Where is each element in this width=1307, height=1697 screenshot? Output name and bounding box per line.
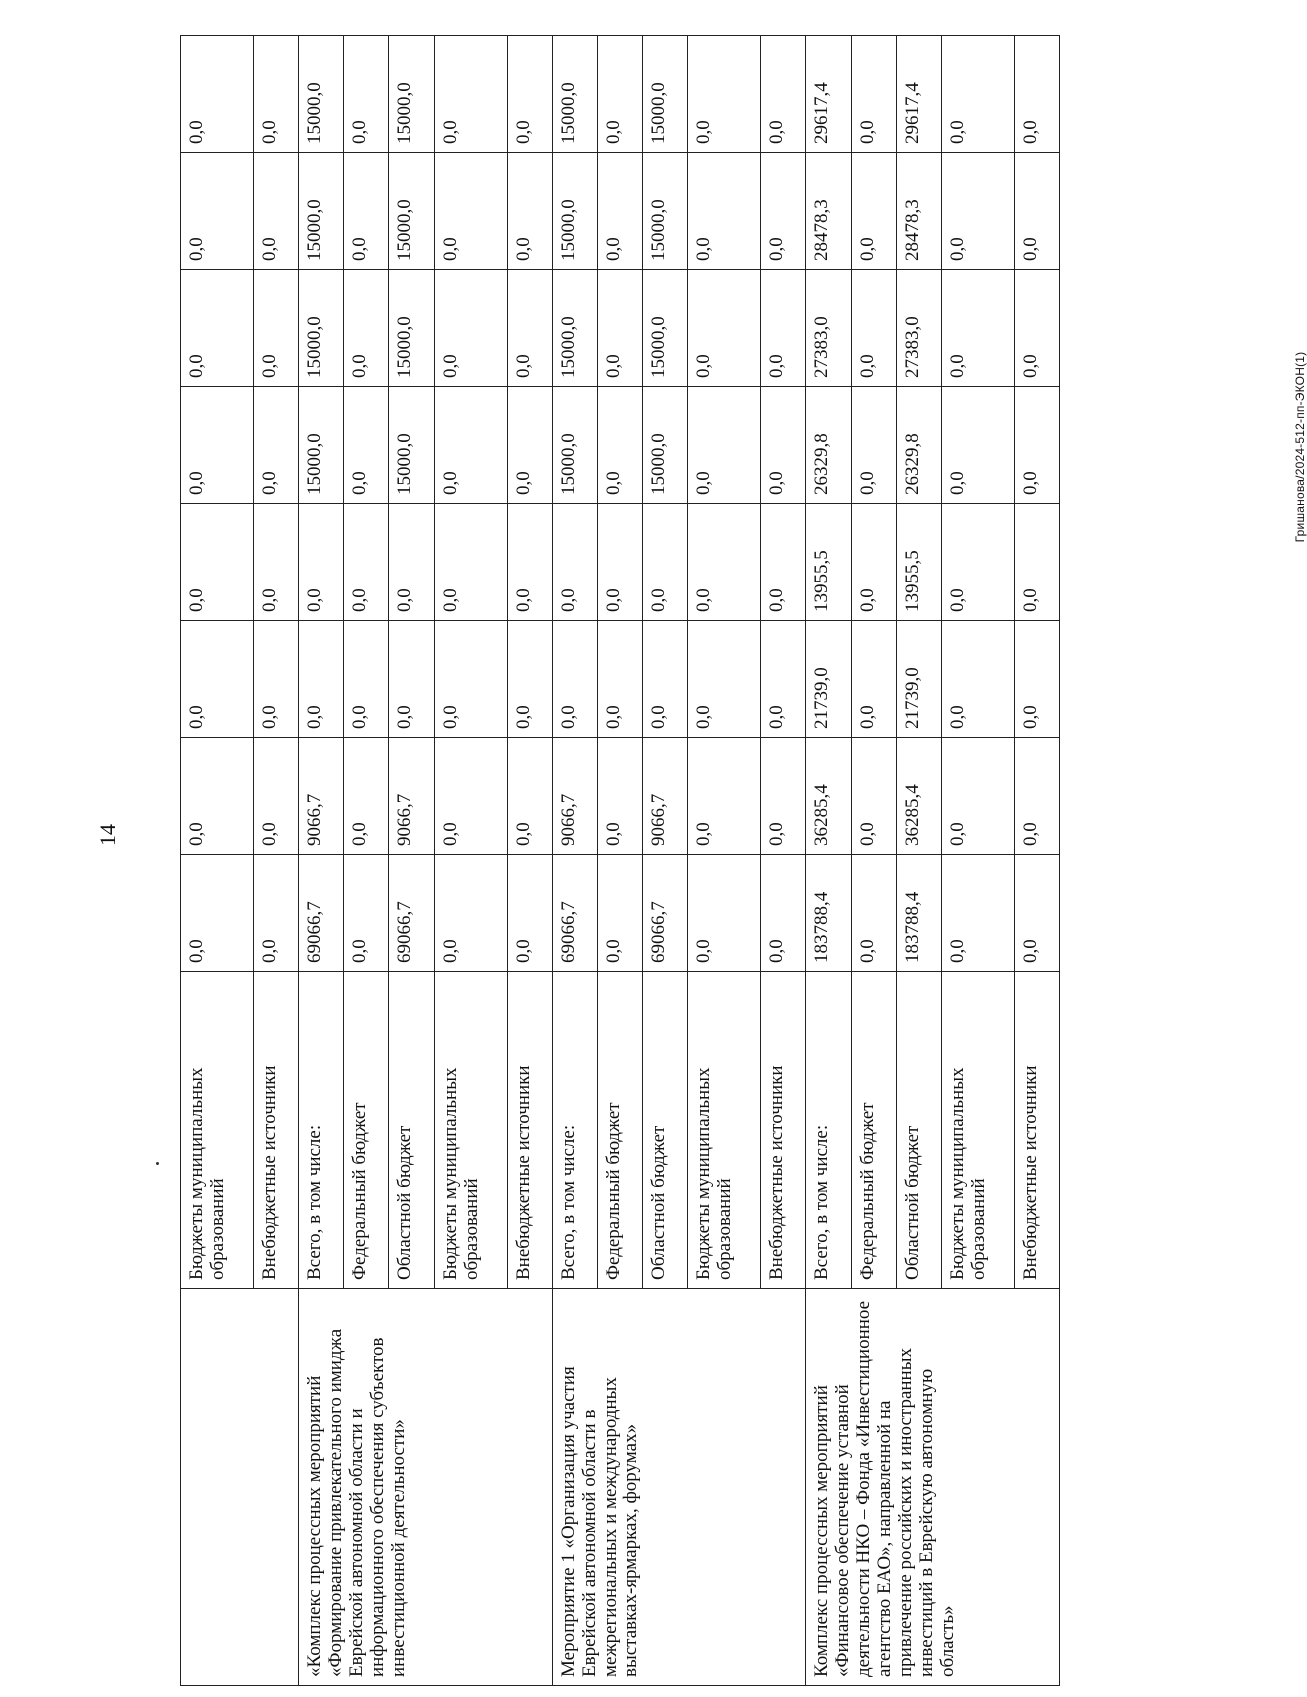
amount-cell: 0,0 bbox=[389, 621, 434, 738]
amount-cell: 0,0 bbox=[507, 36, 552, 153]
amount-cell: 9066,7 bbox=[389, 738, 434, 855]
amount-cell: 0,0 bbox=[344, 153, 389, 270]
funding-source: Внебюджетные источники bbox=[253, 972, 298, 1289]
amount-cell: 0,0 bbox=[851, 153, 896, 270]
amount-cell: 28478,3 bbox=[806, 153, 851, 270]
table-row bbox=[806, 36, 851, 1686]
amount-cell: 0,0 bbox=[507, 387, 552, 504]
activity-description: Комплекс процессных мероприятий «Финансовое обеспечение уставной деятельности НКО – Фонда «Инвестиционное агентство ЕАО», направленной на привлечение российских и иностранных инвестиций в Еврейскую автономную область» bbox=[806, 1289, 1060, 1686]
amount-cell: 0,0 bbox=[688, 153, 761, 270]
amount-cell: 183788,4 bbox=[896, 855, 941, 972]
amount-cell: 0,0 bbox=[1014, 738, 1059, 855]
amount-cell: 0,0 bbox=[434, 738, 507, 855]
amount-cell: 69066,7 bbox=[643, 855, 688, 972]
amount-cell: 0,0 bbox=[344, 621, 389, 738]
amount-cell: 21739,0 bbox=[896, 621, 941, 738]
amount-cell: 0,0 bbox=[253, 504, 298, 621]
amount-cell: 0,0 bbox=[851, 504, 896, 621]
amount-cell: 0,0 bbox=[434, 153, 507, 270]
amount-cell: 0,0 bbox=[299, 504, 344, 621]
amount-cell: 0,0 bbox=[941, 36, 1014, 153]
activity-description bbox=[181, 1289, 299, 1686]
amount-cell: 0,0 bbox=[344, 738, 389, 855]
amount-cell: 0,0 bbox=[181, 153, 254, 270]
amount-cell: 0,0 bbox=[507, 738, 552, 855]
amount-cell: 0,0 bbox=[253, 387, 298, 504]
amount-cell: 0,0 bbox=[1014, 270, 1059, 387]
amount-cell: 0,0 bbox=[434, 387, 507, 504]
amount-cell: 15000,0 bbox=[389, 270, 434, 387]
amount-cell: 0,0 bbox=[1014, 855, 1059, 972]
amount-cell: 0,0 bbox=[181, 855, 254, 972]
amount-cell: 15000,0 bbox=[552, 36, 597, 153]
amount-cell: 0,0 bbox=[344, 270, 389, 387]
amount-cell: 0,0 bbox=[597, 153, 642, 270]
amount-cell: 0,0 bbox=[434, 270, 507, 387]
amount-cell: 0,0 bbox=[1014, 153, 1059, 270]
amount-cell: 0,0 bbox=[253, 153, 298, 270]
amount-cell: 28478,3 bbox=[896, 153, 941, 270]
amount-cell: 0,0 bbox=[761, 387, 806, 504]
amount-cell: 27383,0 bbox=[896, 270, 941, 387]
amount-cell: 183788,4 bbox=[806, 855, 851, 972]
amount-cell: 0,0 bbox=[1014, 504, 1059, 621]
amount-cell: 0,0 bbox=[253, 36, 298, 153]
amount-cell: 0,0 bbox=[761, 270, 806, 387]
amount-cell: 0,0 bbox=[181, 504, 254, 621]
amount-cell: 29617,4 bbox=[896, 36, 941, 153]
amount-cell: 29617,4 bbox=[806, 36, 851, 153]
amount-cell: 9066,7 bbox=[643, 738, 688, 855]
amount-cell: 0,0 bbox=[688, 738, 761, 855]
amount-cell: 0,0 bbox=[253, 738, 298, 855]
activity-description: Мероприятие 1 «Организация участия Еврейской автономной области в межрегиональных и международных выставках-ярмарках, форумах» bbox=[552, 1289, 806, 1686]
funding-source: Федеральный бюджет bbox=[597, 972, 642, 1289]
amount-cell: 0,0 bbox=[851, 36, 896, 153]
amount-cell: 0,0 bbox=[688, 387, 761, 504]
amount-cell: 0,0 bbox=[597, 738, 642, 855]
amount-cell: 0,0 bbox=[761, 36, 806, 153]
activity-description: «Комплекс процессных мероприятий «Формирование привлекательного имиджа Еврейской автономной области и информационного обеспечения субъектов инвестиционной деятельности» bbox=[299, 1289, 553, 1686]
amount-cell: 0,0 bbox=[688, 36, 761, 153]
amount-cell: 36285,4 bbox=[806, 738, 851, 855]
amount-cell: 0,0 bbox=[1014, 387, 1059, 504]
amount-cell: 0,0 bbox=[181, 387, 254, 504]
amount-cell: 15000,0 bbox=[299, 36, 344, 153]
funding-source: Федеральный бюджет bbox=[344, 972, 389, 1289]
amount-cell: 13955,5 bbox=[806, 504, 851, 621]
amount-cell: 0,0 bbox=[688, 621, 761, 738]
amount-cell: 0,0 bbox=[761, 621, 806, 738]
funding-source: Бюджеты муниципальных образований bbox=[941, 972, 1014, 1289]
amount-cell: 15000,0 bbox=[552, 387, 597, 504]
amount-cell: 15000,0 bbox=[389, 153, 434, 270]
amount-cell: 0,0 bbox=[941, 738, 1014, 855]
amount-cell: 21739,0 bbox=[806, 621, 851, 738]
amount-cell: 0,0 bbox=[941, 270, 1014, 387]
amount-cell: 0,0 bbox=[761, 738, 806, 855]
amount-cell: 13955,5 bbox=[896, 504, 941, 621]
funding-source: Всего, в том числе: bbox=[299, 972, 344, 1289]
amount-cell: 0,0 bbox=[344, 855, 389, 972]
amount-cell: 0,0 bbox=[851, 738, 896, 855]
amount-cell: 0,0 bbox=[851, 387, 896, 504]
amount-cell: 0,0 bbox=[597, 270, 642, 387]
amount-cell: 0,0 bbox=[434, 855, 507, 972]
amount-cell: 0,0 bbox=[761, 855, 806, 972]
amount-cell: 15000,0 bbox=[552, 153, 597, 270]
amount-cell: 0,0 bbox=[434, 36, 507, 153]
amount-cell: 0,0 bbox=[552, 504, 597, 621]
amount-cell: 0,0 bbox=[434, 621, 507, 738]
amount-cell: 0,0 bbox=[941, 621, 1014, 738]
amount-cell: 15000,0 bbox=[389, 387, 434, 504]
amount-cell: 0,0 bbox=[851, 855, 896, 972]
document-code: Гришанова/2024-512-пп-ЭКОН(1) bbox=[1293, 351, 1307, 543]
amount-cell: 0,0 bbox=[253, 270, 298, 387]
funding-source: Внебюджетные источники bbox=[761, 972, 806, 1289]
amount-cell: 0,0 bbox=[597, 36, 642, 153]
amount-cell: 0,0 bbox=[1014, 621, 1059, 738]
funding-source: Всего, в том числе: bbox=[552, 972, 597, 1289]
amount-cell: 36285,4 bbox=[896, 738, 941, 855]
amount-cell: 15000,0 bbox=[643, 153, 688, 270]
funding-source: Всего, в том числе: bbox=[806, 972, 851, 1289]
amount-cell: 15000,0 bbox=[299, 387, 344, 504]
amount-cell: 0,0 bbox=[507, 504, 552, 621]
amount-cell: 0,0 bbox=[434, 504, 507, 621]
amount-cell: 0,0 bbox=[688, 504, 761, 621]
amount-cell: 0,0 bbox=[181, 738, 254, 855]
stray-dot bbox=[156, 1162, 159, 1165]
amount-cell: 0,0 bbox=[643, 621, 688, 738]
amount-cell: 0,0 bbox=[688, 855, 761, 972]
table-row bbox=[181, 36, 254, 1686]
budget-table bbox=[180, 35, 1060, 1686]
amount-cell: 27383,0 bbox=[806, 270, 851, 387]
amount-cell: 0,0 bbox=[181, 36, 254, 153]
amount-cell: 0,0 bbox=[643, 504, 688, 621]
amount-cell: 0,0 bbox=[851, 270, 896, 387]
amount-cell: 0,0 bbox=[507, 855, 552, 972]
amount-cell: 0,0 bbox=[597, 504, 642, 621]
amount-cell: 0,0 bbox=[344, 504, 389, 621]
amount-cell: 0,0 bbox=[181, 621, 254, 738]
amount-cell: 0,0 bbox=[851, 621, 896, 738]
amount-cell: 0,0 bbox=[507, 621, 552, 738]
amount-cell: 0,0 bbox=[299, 621, 344, 738]
amount-cell: 15000,0 bbox=[643, 36, 688, 153]
amount-cell: 15000,0 bbox=[299, 270, 344, 387]
amount-cell: 69066,7 bbox=[389, 855, 434, 972]
amount-cell: 69066,7 bbox=[299, 855, 344, 972]
amount-cell: 0,0 bbox=[597, 855, 642, 972]
table-row bbox=[552, 36, 597, 1686]
page-number: 14 bbox=[95, 824, 120, 846]
amount-cell: 69066,7 bbox=[552, 855, 597, 972]
funding-source: Федеральный бюджет bbox=[851, 972, 896, 1289]
amount-cell: 15000,0 bbox=[643, 387, 688, 504]
amount-cell: 0,0 bbox=[941, 153, 1014, 270]
amount-cell: 15000,0 bbox=[299, 153, 344, 270]
amount-cell: 0,0 bbox=[941, 855, 1014, 972]
amount-cell: 0,0 bbox=[597, 621, 642, 738]
amount-cell: 0,0 bbox=[761, 153, 806, 270]
table-row bbox=[299, 36, 344, 1686]
amount-cell: 0,0 bbox=[941, 504, 1014, 621]
amount-cell: 26329,8 bbox=[806, 387, 851, 504]
amount-cell: 0,0 bbox=[344, 36, 389, 153]
amount-cell: 0,0 bbox=[389, 504, 434, 621]
amount-cell: 0,0 bbox=[181, 270, 254, 387]
amount-cell: 0,0 bbox=[1014, 36, 1059, 153]
funding-source: Бюджеты муниципальных образований bbox=[181, 972, 254, 1289]
amount-cell: 0,0 bbox=[507, 153, 552, 270]
amount-cell: 0,0 bbox=[552, 621, 597, 738]
funding-source: Бюджеты муниципальных образований bbox=[434, 972, 507, 1289]
funding-source: Внебюджетные источники bbox=[507, 972, 552, 1289]
amount-cell: 0,0 bbox=[941, 387, 1014, 504]
amount-cell: 0,0 bbox=[688, 270, 761, 387]
amount-cell: 9066,7 bbox=[552, 738, 597, 855]
amount-cell: 15000,0 bbox=[552, 270, 597, 387]
funding-source: Бюджеты муниципальных образований bbox=[688, 972, 761, 1289]
amount-cell: 0,0 bbox=[597, 387, 642, 504]
funding-source: Внебюджетные источники bbox=[1014, 972, 1059, 1289]
amount-cell: 0,0 bbox=[253, 855, 298, 972]
amount-cell: 0,0 bbox=[344, 387, 389, 504]
amount-cell: 15000,0 bbox=[643, 270, 688, 387]
amount-cell: 26329,8 bbox=[896, 387, 941, 504]
amount-cell: 0,0 bbox=[507, 270, 552, 387]
funding-source: Областной бюджет bbox=[389, 972, 434, 1289]
amount-cell: 9066,7 bbox=[299, 738, 344, 855]
amount-cell: 0,0 bbox=[253, 621, 298, 738]
funding-source: Областной бюджет bbox=[643, 972, 688, 1289]
rotated-table-container bbox=[180, 82, 1060, 1686]
funding-source: Областной бюджет bbox=[896, 972, 941, 1289]
amount-cell: 15000,0 bbox=[389, 36, 434, 153]
amount-cell: 0,0 bbox=[761, 504, 806, 621]
